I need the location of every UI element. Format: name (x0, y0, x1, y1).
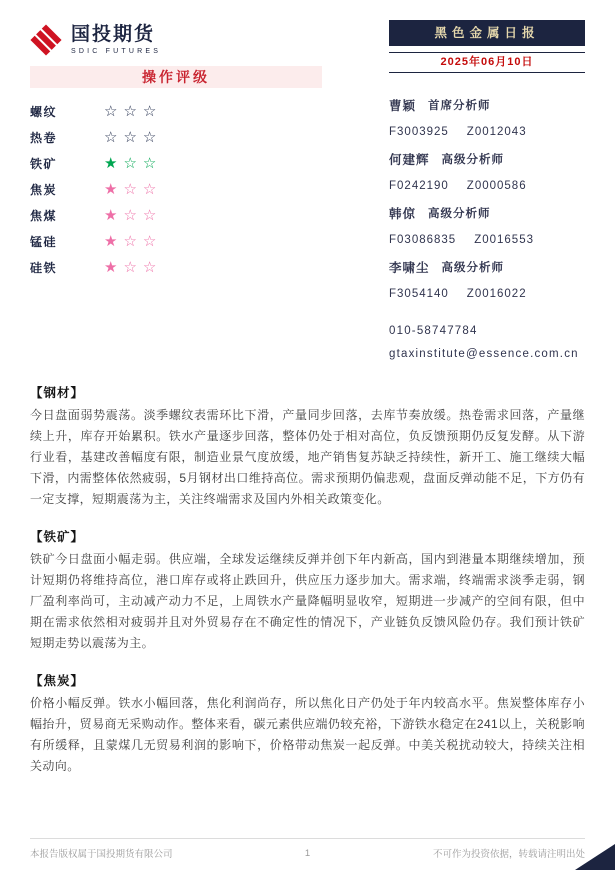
rating-row (30, 176, 322, 202)
rating-stars: ★☆☆ (104, 154, 163, 172)
page-footer (30, 838, 585, 860)
section-heading: 【焦炭】 (30, 674, 85, 688)
analyst-reg-code: F3003925 (389, 125, 449, 138)
ratings-panel (30, 98, 322, 280)
contact-phone: 010-58747784 (389, 324, 478, 337)
analyst-job-title: 首席分析师 (428, 99, 491, 112)
footer-copyright: 本报告版权属于国投期货有限公司 (30, 849, 173, 860)
analyst-name-line (389, 253, 585, 280)
rating-row (30, 254, 322, 280)
rating-stars: ★☆☆ (104, 180, 163, 198)
section-heading: 【钢材】 (30, 386, 85, 400)
report-section (30, 525, 585, 654)
rating-label: 焦炭 (30, 182, 58, 197)
analyst-name-line (389, 91, 585, 118)
analyst-cert-code: Z0000586 (466, 179, 527, 192)
analyst-reg-code: F0242190 (389, 179, 449, 192)
rating-stars: ★☆☆ (104, 258, 163, 276)
footer-disclaimer: 不可作为投资依据，转载请注明出处 (432, 849, 585, 860)
analyst-codes-line (389, 226, 585, 253)
analyst-reg-code: F3054140 (389, 287, 449, 300)
analyst-name: 何建辉 (389, 152, 430, 167)
rating-row (30, 124, 322, 150)
analyst-codes-line (389, 172, 585, 199)
section-heading: 【铁矿】 (30, 530, 85, 544)
analyst-name-line (389, 145, 585, 172)
rating-label: 铁矿 (30, 156, 58, 171)
analyst-job-title: 高级分析师 (441, 261, 505, 274)
brand-text (71, 25, 161, 55)
top-section (30, 20, 585, 365)
analyst-cert-code: Z0012043 (466, 125, 527, 138)
report-section (30, 669, 585, 777)
analysts-panel (389, 91, 585, 365)
analyst-name: 李啸尘 (389, 260, 430, 275)
analyst-name: 曹颖 (389, 98, 417, 113)
rating-stars: ☆☆☆ (104, 102, 163, 120)
rating-label: 锰硅 (30, 234, 58, 249)
rating-row (30, 228, 322, 254)
rating-label: 硅铁 (30, 260, 58, 275)
rating-stars: ★☆☆ (104, 232, 163, 250)
analyst-cert-code: Z0016022 (466, 287, 527, 300)
header-logo (30, 20, 322, 60)
rating-row (30, 202, 322, 228)
ratings-title: 操作评级 (30, 66, 322, 88)
report-date: 2025年06月10日 (389, 52, 585, 73)
analyst-job-title: 高级分析师 (428, 207, 491, 220)
rating-label: 螺纹 (30, 104, 58, 119)
brand-subtitle: SDIC FUTURES (71, 47, 162, 55)
analyst-job-title: 高级分析师 (441, 153, 505, 166)
analyst-cert-code: Z0016553 (474, 233, 534, 246)
rating-stars: ☆☆☆ (104, 128, 163, 146)
contact-info (389, 319, 585, 365)
rating-row (30, 98, 322, 124)
section-body-text: 价格小幅反弹。铁水小幅回落，焦化利润尚存，所以焦化日产仍处于年内较高水平。焦炭整体库存小幅抬升，贸易商无采购动作。整体来看，碳元素供应端仍较充裕，下游铁水稳定在241以上，关税影响有所缓释，且蒙煤几无贸易利润的影响下，价格带动焦炭一起反弹。中美关税扰动较大，持续关注相关动向。 (30, 696, 585, 773)
analyst-codes-line (389, 280, 585, 307)
rating-label: 焦煤 (30, 208, 58, 223)
brand-name: 国投期货 (71, 24, 156, 46)
report-section (30, 381, 585, 510)
analyst-reg-code: F03086835 (389, 233, 457, 246)
rating-label: 热卷 (30, 130, 58, 145)
analyst-codes-line (389, 118, 585, 145)
corner-decoration (575, 844, 615, 870)
analyst-name: 韩倞 (389, 206, 417, 221)
page-number: 1 (304, 847, 311, 859)
rating-stars: ★☆☆ (104, 206, 163, 224)
report-body (30, 381, 585, 777)
rating-row (30, 150, 322, 176)
report-title-banner: 黑色金属日报 (389, 20, 585, 46)
company-logo-icon (30, 24, 62, 56)
right-column (389, 20, 585, 365)
section-body-text: 今日盘面弱势震荡。淡季螺纹表需环比下滑，产量同步回落，去库节奏放缓。热卷需求回落，产量继续上升，库存开始累积。铁水产量逐步回落，整体仍处于相对高位，负反馈预期仍反复发酵。从下游行业看，基建改善幅度有限，制造业景气度放缓，地产销售复苏缺乏持续性，新开工、施工继续大幅下滑，内需整体依然疲弱，5月钢材出口维持高位。需求预期仍偏悲观，盘面反弹动能不足，下方仍有一定支撑，短期震荡为主，关注终端需求及国内外相关政策变化。 (30, 408, 585, 506)
analyst-name-line (389, 199, 585, 226)
left-column (30, 20, 322, 365)
section-body-text: 铁矿今日盘面小幅走弱。供应端，全球发运继续反弹并创下年内新高，国内到港量本期继续增加，预计短期仍将维持高位，港口库存或将止跌回升，供应压力逐步加大。需求端，终端需求淡季走弱，钢厂盈利率尚可，主动减产动力不足，上周铁水产量降幅明显收窄，短期进一步减产的空间有限，但中期在需求依然相对疲弱并且对外贸易存在不确定性的情况下，产业链负反馈风险仍存。我们预计铁矿短期走势以震荡为主。 (30, 552, 585, 650)
contact-email: gtaxinstitute@essence.com.cn (389, 347, 579, 360)
